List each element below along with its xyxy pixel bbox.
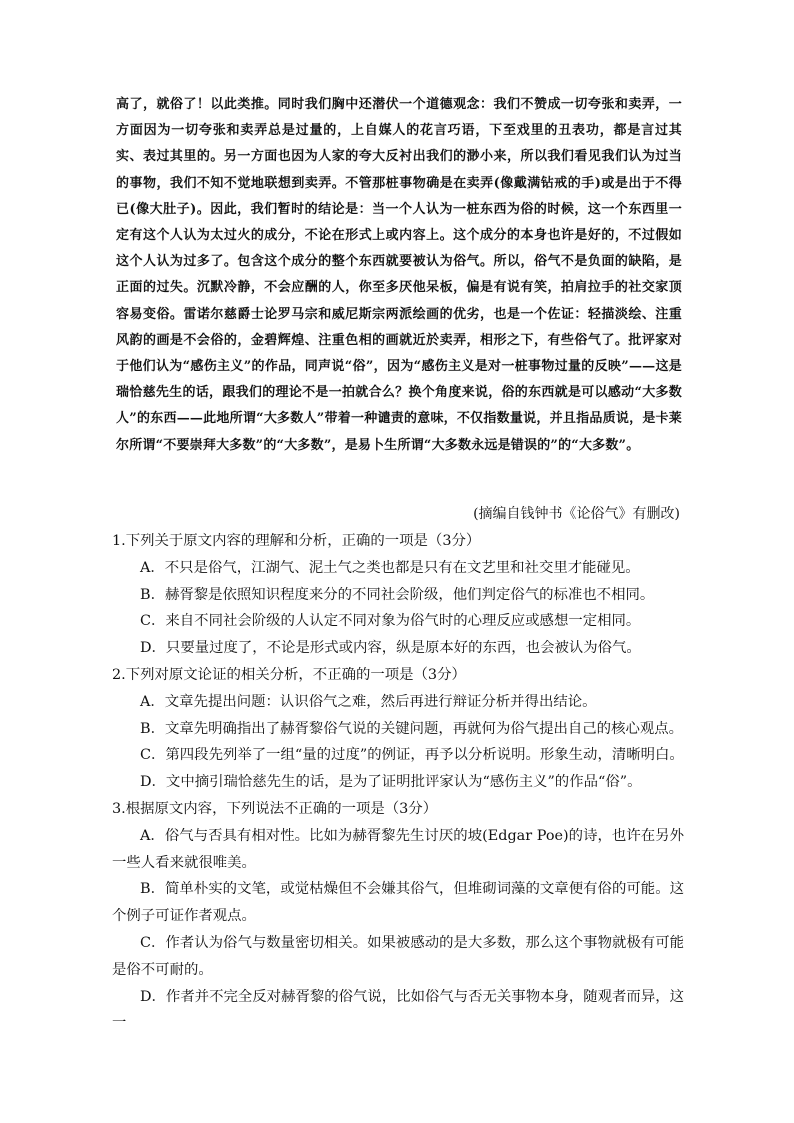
question-stem: 2.下列对原文论证的相关分析，不正确的一项是（3分）: [112, 666, 466, 683]
option-a: A．俗气与否具有相对性。比如为赫胥黎先生讨厌的坡(Edgar Poe)的诗，也许在另外一些人看来就很唯美。: [112, 827, 684, 871]
question-stem: 3.根据原文内容，下列说法不正确的一项是（3分）: [112, 800, 438, 817]
option-d: D．文中摘引瑞恰慈先生的话，是为了证明批评家认为“感伤主义”的作品“俗”。: [140, 774, 642, 791]
option-b: B．赫胥黎是依照知识程度来分的不同社会阶级，他们判定俗气的标准也不相同。: [140, 586, 655, 603]
passage-text: [116, 92, 682, 459]
option-d: D．作者并不完全反对赫胥黎的俗气说，比如俗气与否无关事物本身，随观者而异，这一: [112, 988, 684, 1032]
question-stem: 1.下列关于原文内容的理解和分析，正确的一项是（3分）: [112, 533, 481, 549]
question-2: [112, 662, 684, 796]
source-citation: (摘编自钱钟书《论俗气》有删改): [473, 506, 680, 522]
option-c: C．来自不同社会阶级的人认定不同对象为俗气时的心理反应或感想一定相同。: [140, 613, 641, 630]
option-b: B．文章先明确指出了赫胥黎俗气说的关键问题，再就何为俗气提出自己的核心观点。: [140, 720, 684, 737]
question-3: [112, 796, 684, 1037]
option-a: A．文章先提出问题：认识俗气之难，然后再进行辩证分析并得出结论。: [140, 693, 597, 710]
option-c: C．第四段先列举了一组“量的过度”的例证，再予以分析说明。形象生动，清晰明白。: [140, 747, 684, 764]
question-1: [112, 528, 684, 662]
option-b: B．简单朴实的文笔，或觉枯燥但不会嫌其俗气，但堆砌词藻的文章便有俗的可能。这个例子可证作者观点。: [112, 881, 684, 925]
option-d: D．只要量过度了，不论是形式或内容，纵是原本好的东西，也会被认为俗气。: [140, 640, 641, 657]
passage-paragraph: 高了，就俗了！以此类推。同时我们胸中还潜伏一个道德观念：我们不赞成一切夸张和卖弄，一方面因为一切夸张和卖弄总是过量的，上自媒人的花言巧语，下至戏里的丑表功，都是言过其实、表过其里的。另一方面也因为人家的夸大反衬出我们的渺小来，所以我们看见我们认为过当的事物，我们不知不觉地联想到卖弄。不管那桩事物确是在卖弄(像戴满钻戒的手)或是出于不得已(像大肚子)。因此，我们暂时的结论是：当一个人认为一桩东西为俗的时候，这一个东西里一定有这个人认为太过火的成分，不论在形式上或内容上。这个成分的本身也许是好的，不过假如这个人认为过多了。包含这个成分的整个东西就要被认为俗气。所以，俗气不是负面的缺陷，是正面的过失。沉默冷静，不会应酬的人，你至多厌他呆板，偏是有说有笑，拍肩拉手的社交家顶容易变俗。雷诺尔慈爵士论罗马宗和威尼斯宗两派绘画的优劣，也是一个佐证：轻描淡绘、注重风韵的画是不会俗的，金碧辉煌、注重色相的画就近於卖弄，相形之下，有些俗气了。批评家对于他们认为“感伤主义”的作品，同声说“俗”，因为“感伤主义是对一桩事物过量的反映”——这是瑞恰慈先生的话，跟我们的理论不是一拍就合么？换个角度来说，俗的东西就是可以感动“大多数人”的东西——此地所谓“大多数人”带着一种谴责的意味，不仅指数量说，并且指品质说，是卡莱尔所谓“不要崇拜大多数”的“大多数”，是易卜生所谓“大多数永远是错误的”的“大多数”。: [116, 97, 682, 453]
option-c: C．作者认为俗气与数量密切相关。如果被感动的是大多数，那么这个事物就极有可能是俗不可耐的。: [112, 934, 684, 978]
option-a: A．不只是俗气，江湖气、泥土气之类也都是只有在文艺里和社交里才能碰见。: [140, 559, 640, 576]
question-list: [112, 528, 684, 1037]
